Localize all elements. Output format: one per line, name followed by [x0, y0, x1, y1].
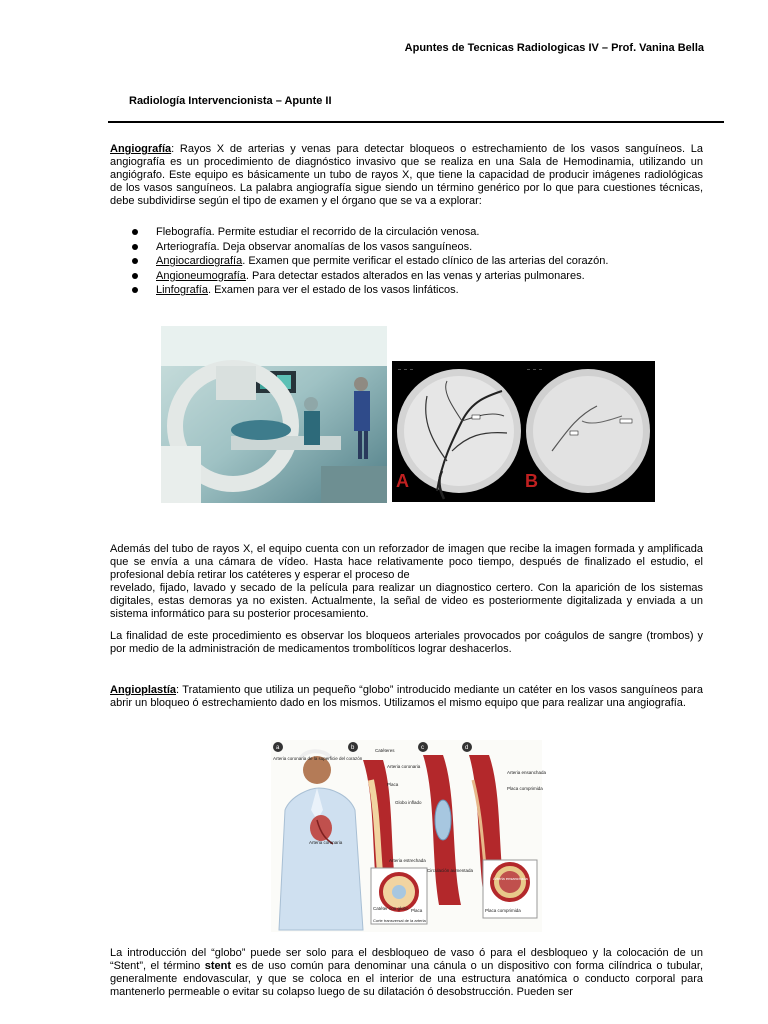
label-balloon: Globo inflado [395, 800, 422, 805]
bullet-icon [132, 287, 138, 293]
bullet-icon [132, 258, 138, 264]
list-item-term: Linfografía [156, 284, 208, 297]
stent-text-post: es de uso común para denominar una cánula o un dispositivo con forma cilíndrica o tubular, generalmente endovascular, y que se coloca en el interior de una estructura anatómica o conducto corporal para mantenerlo permeable o evitar su colapso luego de su dilatación ó desobstrucción. Pueden ser [110, 960, 703, 998]
bullet-icon [132, 244, 138, 250]
angioplasty-diagram [271, 740, 547, 932]
list-item-term: Angiocardiografía [156, 255, 243, 268]
svg-text:— — —: — — — [527, 367, 543, 373]
step-a-label: a [276, 745, 280, 751]
label-cross-section: Corte transversal de la arteria [373, 918, 426, 923]
step-d-label: d [465, 745, 469, 751]
angioplastia-paragraph [110, 684, 703, 710]
header-rule [108, 121, 724, 123]
angioplastia-text: : Tratamiento que utiliza un pequeño “globo” introducido mediante un catéter en los vasos sanguíneos para abrir un bloqueo ó estrechamiento dado en los mismos. Utilizamos el mismo equipo que para realizar una angiografía. [110, 684, 703, 709]
angiography-label-b: B [525, 471, 538, 491]
step-c-label: c [421, 745, 424, 751]
label-plaque: Placa [387, 782, 399, 787]
label-plaque-2: Placa [411, 908, 423, 913]
list-item-text: . Examen para ver el estado de los vasos linfáticos. [207, 284, 459, 297]
list-item-text: . Para detectar estados alterados en las venas y arterias pulmonares. [245, 269, 585, 282]
paragraph-line-group-2: revelado, fijado, lavado y secado de la película para realizar un diagnostico certero. Con la aparición de los sistemas digitales, estas demoras ya no existen. Actualmente, la señal de video es posteriormente digitalizada y enviada a un sistema informático para su posterior procesamiento. [110, 582, 703, 620]
angioplastia-term: Angioplastía [110, 684, 177, 696]
angiography-label-a: A [396, 471, 409, 491]
list-item-text: . Examen que permite verificar el estado clínico de las arterias del corazón. [242, 255, 609, 268]
list-item-term: Flebografía [156, 226, 212, 238]
exam-types-list [130, 225, 690, 298]
label-surface-artery: Arteria coronaria de la superficie del corazón [273, 756, 363, 761]
list-item-term: Angioneumografía [156, 269, 246, 282]
angiografia-term: Angiografía [110, 143, 172, 155]
stent-term: stent [204, 960, 231, 972]
document-title: Radiología Intervencionista – Apunte II [129, 95, 332, 107]
label-increased-circulation: Circulación aumentada [427, 868, 474, 873]
svg-text:— — —: — — — [398, 367, 414, 373]
label-catheters: Catéteres [375, 748, 395, 753]
document-header-right: Apuntes de Tecnicas Radiologicas IV – Prof. Vanina Bella [404, 42, 704, 54]
label-narrowed-artery: Arteria estrechada [389, 858, 426, 863]
list-item-term: Arteriografía [156, 240, 217, 253]
paragraph-line-group-1: Además del tubo de rayos X, el equipo cuenta con un reforzador de imagen que recibe la imagen formada y amplificada que se envía a una cámara de vídeo. Hasta hace relativamente poco tiempo, después de finalizado el estudio, el profesional debía retirar los catéteres y esperar el proceso de [110, 543, 703, 581]
stent-text-pre: La introducción del “globo” puede ser solo para el desbloqueo de vaso ó para el desbloqueo y la colocación de un “Stent”, el término [110, 947, 703, 972]
stent-paragraph [110, 947, 703, 999]
thrombolysis-paragraph: La finalidad de este procedimiento es observar los bloqueos arteriales provocados por coágulos de sangre (trombos) y por medio de la administración de medicamentos trombolíticos lograr deshacerlos. [110, 630, 703, 655]
label-balloon-catheter: Catéter con globo [373, 906, 409, 911]
angiografia-text: : Rayos X de arterias y venas para detectar bloqueos o estrechamiento de los vasos sanguíneos. La angiografía es un procedimiento de diagnóstico invasivo que se realiza en una Sala de Hemodinamia, utilizando un angiógrafo. Este equipo es básicamente un tubo de rayos X, que tiene la capacidad de producir imágenes radiológicas de los vasos sanguíneos. La palabra angiografía sigue siendo un término genérico por lo que para cuestiones técnicas, debe subdividirse según el tipo de examen y el órgano que se va a explorar: [110, 143, 703, 207]
bullet-icon [132, 229, 138, 235]
list-item [130, 240, 690, 255]
label-widened-artery-2: Arteria ensanchada [493, 876, 528, 881]
list-item-text: . Deja observar anomalías de los vasos sanguíneos. [216, 240, 473, 253]
step-b-label: b [351, 745, 355, 751]
bullet-icon [132, 273, 138, 279]
list-item [130, 225, 690, 240]
list-item [130, 283, 690, 298]
label-compressed-plaque: Placa comprimida [507, 786, 543, 791]
list-item [130, 254, 690, 269]
label-compressed-plaque-2: Placa comprimida [485, 908, 521, 913]
angiografia-paragraph [110, 143, 703, 208]
label-coronary-artery: Arteria coronaria [309, 840, 343, 845]
image-intensifier-paragraph [110, 543, 703, 621]
label-widened-artery: Arteria ensanchada [507, 770, 547, 775]
list-item [130, 269, 690, 284]
label-artery: Arteria coronaria [387, 764, 421, 769]
hemodynamics-room-photo [161, 326, 387, 503]
list-item-text: . Permite estudiar el recorrido de la circulación venosa. [211, 226, 480, 238]
cerebral-angiography-images [392, 361, 655, 502]
